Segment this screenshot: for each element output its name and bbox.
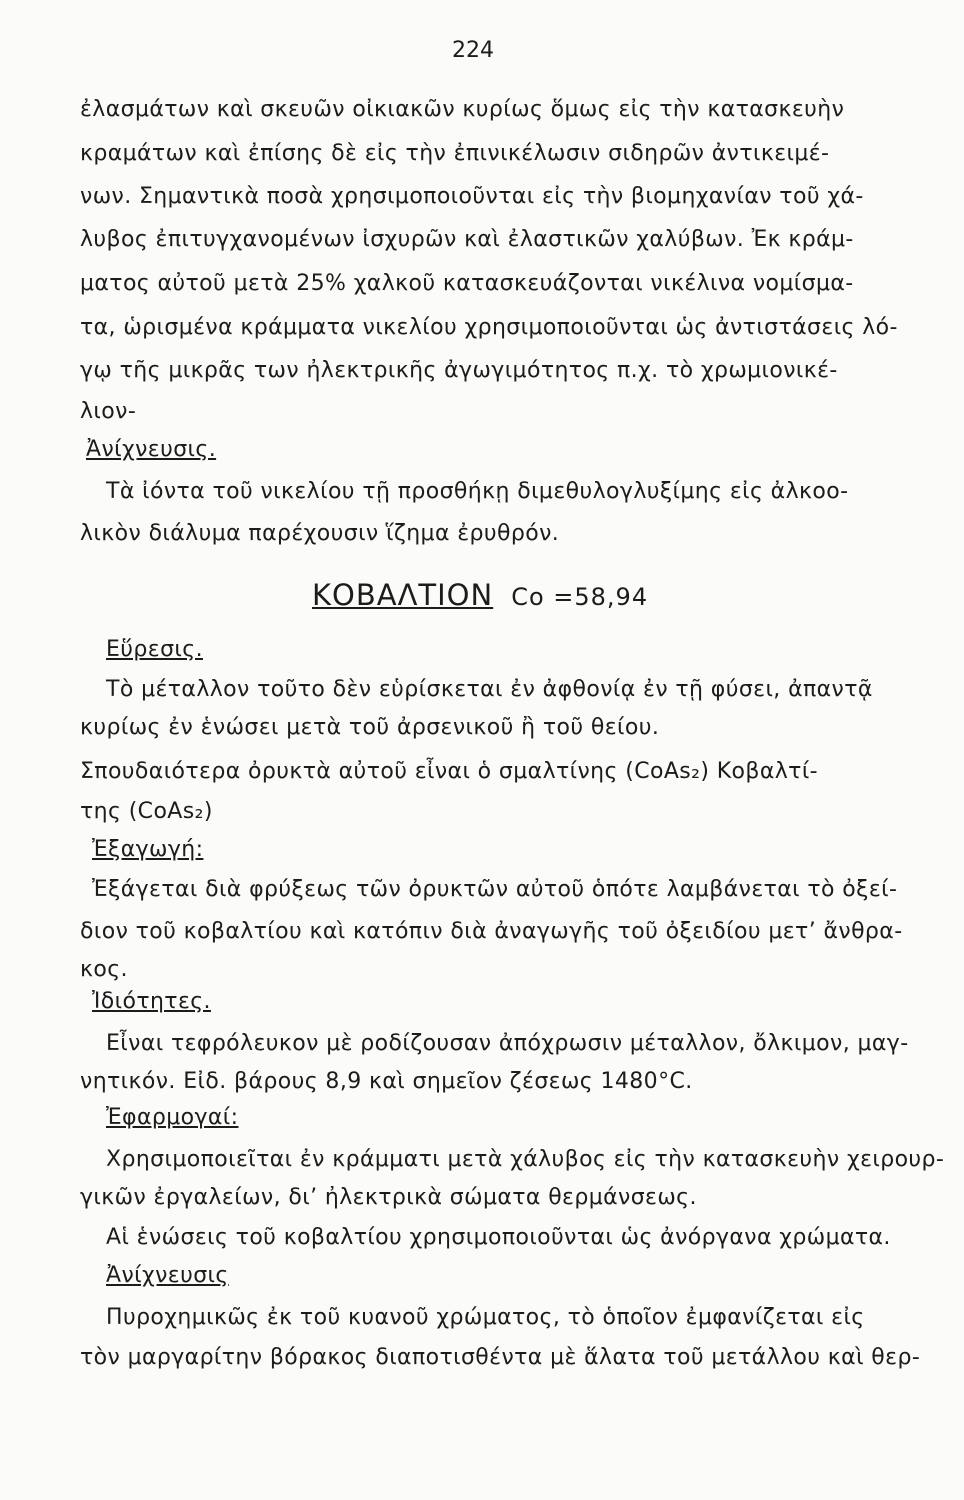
text-line: κυρίως ἐν ἑνώσει μετὰ τοῦ ἀρσενικοῦ ἢ τοῦ θείου. [80, 715, 660, 740]
text-line: νητικόν. Εἰδ. βάρους 8,9 καὶ σημεῖον ζέσεως 1480°C. [80, 1069, 693, 1094]
text-line: νων. Σημαντικὰ ποσὰ χρησιμοποιοῦνται εἰς τὴν βιομηχανίαν τοῦ χά- [80, 184, 864, 209]
text-line: διον τοῦ κοβαλτίου καὶ κατόπιν διὰ ἀναγωγῆς τοῦ ὀξειδίου μετ’ ἄνθρα- [80, 919, 903, 944]
text-line: γικῶν ἐργαλείων, δι’ ἠλεκτρικὰ σώματα θερμάνσεως. [80, 1185, 697, 1210]
text-line: κραμάτων καὶ ἐπίσης δὲ εἰς τὴν ἐπινικέλωσιν σιδηρῶν ἀντικειμέ- [80, 141, 830, 166]
section-heading-properties: Ἰδιότητες. [92, 989, 211, 1014]
section-heading-detection-nickel: Ἀνίχνευσις. [86, 437, 217, 462]
section-heading-detection-cobalt: Ἀνίχνευσις [106, 1263, 229, 1288]
text-line: Ἐξάγεται διὰ φρύξεως τῶν ὀρυκτῶν αὐτοῦ ὁπότε λαμβάνεται τὸ ὀξεί- [92, 877, 898, 902]
section-heading-occurrence: Εὕρεσις. [106, 637, 203, 662]
element-name: ΚΟΒΑΛΤΙΟΝ [312, 578, 494, 612]
text-line: κος. [80, 957, 128, 982]
text-line: λιον- [80, 399, 137, 424]
text-line: Σπουδαιότερα ὀρυκτὰ αὐτοῦ εἶναι ὁ σμαλτίνης (CoAs₂) Κοβαλτί- [80, 759, 819, 784]
text-line: ματος αὐτοῦ μετὰ 25% χαλκοῦ κατασκευάζονται νικέλινα νομίσμα- [80, 271, 854, 296]
page-number: 224 [452, 38, 494, 63]
element-title [312, 578, 648, 612]
text-line: Τὰ ἰόντα τοῦ νικελίου τῇ προσθήκῃ διμεθυλογλυξίμης εἰς ἀλκοο- [106, 479, 849, 504]
text-line: της (CoAs₂) [80, 799, 213, 824]
section-heading-applications: Ἐφαρμογαί: [106, 1105, 239, 1130]
text-line: τὸν μαργαρίτην βόρακος διαποτισθέντα μὲ ἅλατα τοῦ μετάλλου καὶ θερ- [80, 1345, 921, 1370]
text-line: τα, ὡρισμένα κράμματα νικελίου χρησιμοποιοῦνται ὡς ἀντιστάσεις λό- [80, 315, 898, 340]
atomic-weight: Co =58,94 [511, 583, 649, 611]
text-line: Αἱ ἑνώσεις τοῦ κοβαλτίου χρησιμοποιοῦνται ὡς ἀνόργανα χρώματα. [106, 1225, 891, 1250]
text-line: γῳ τῆς μικρᾶς των ἠλεκτρικῆς ἀγωγιμότητος π.χ. τὸ χρωμιονικέ- [80, 358, 838, 383]
text-line: Εἶναι τεφρόλευκον μὲ ροδίζουσαν ἀπόχρωσιν μέταλλον, ὄλκιμον, μαγ- [106, 1031, 909, 1056]
section-heading-extraction: Ἐξαγωγή: [92, 837, 204, 862]
text-line: ἐλασμάτων καὶ σκευῶν οἰκιακῶν κυρίως ὅμως εἰς τὴν κατασκευὴν [80, 97, 845, 122]
text-line: Χρησιμοποιεῖται ἐν κράμματι μετὰ χάλυβος εἰς τὴν κατασκευὴν χειρουρ- [106, 1147, 945, 1172]
text-line: Πυροχημικῶς ἐκ τοῦ κυανοῦ χρώματος, τὸ ὁποῖον ἐμφανίζεται εἰς [106, 1305, 865, 1330]
text-line: λυβος ἐπιτυγχανομένων ἰσχυρῶν καὶ ἐλαστικῶν χαλύβων. Ἐκ κράμ- [80, 227, 854, 252]
text-line: Τὸ μέταλλον τοῦτο δὲν εὑρίσκεται ἐν ἀφθονίᾳ ἐν τῇ φύσει, ἀπαντᾷ [106, 677, 873, 702]
text-line: λικὸν διάλυμα παρέχουσιν ἵζημα ἐρυθρόν. [80, 521, 560, 546]
